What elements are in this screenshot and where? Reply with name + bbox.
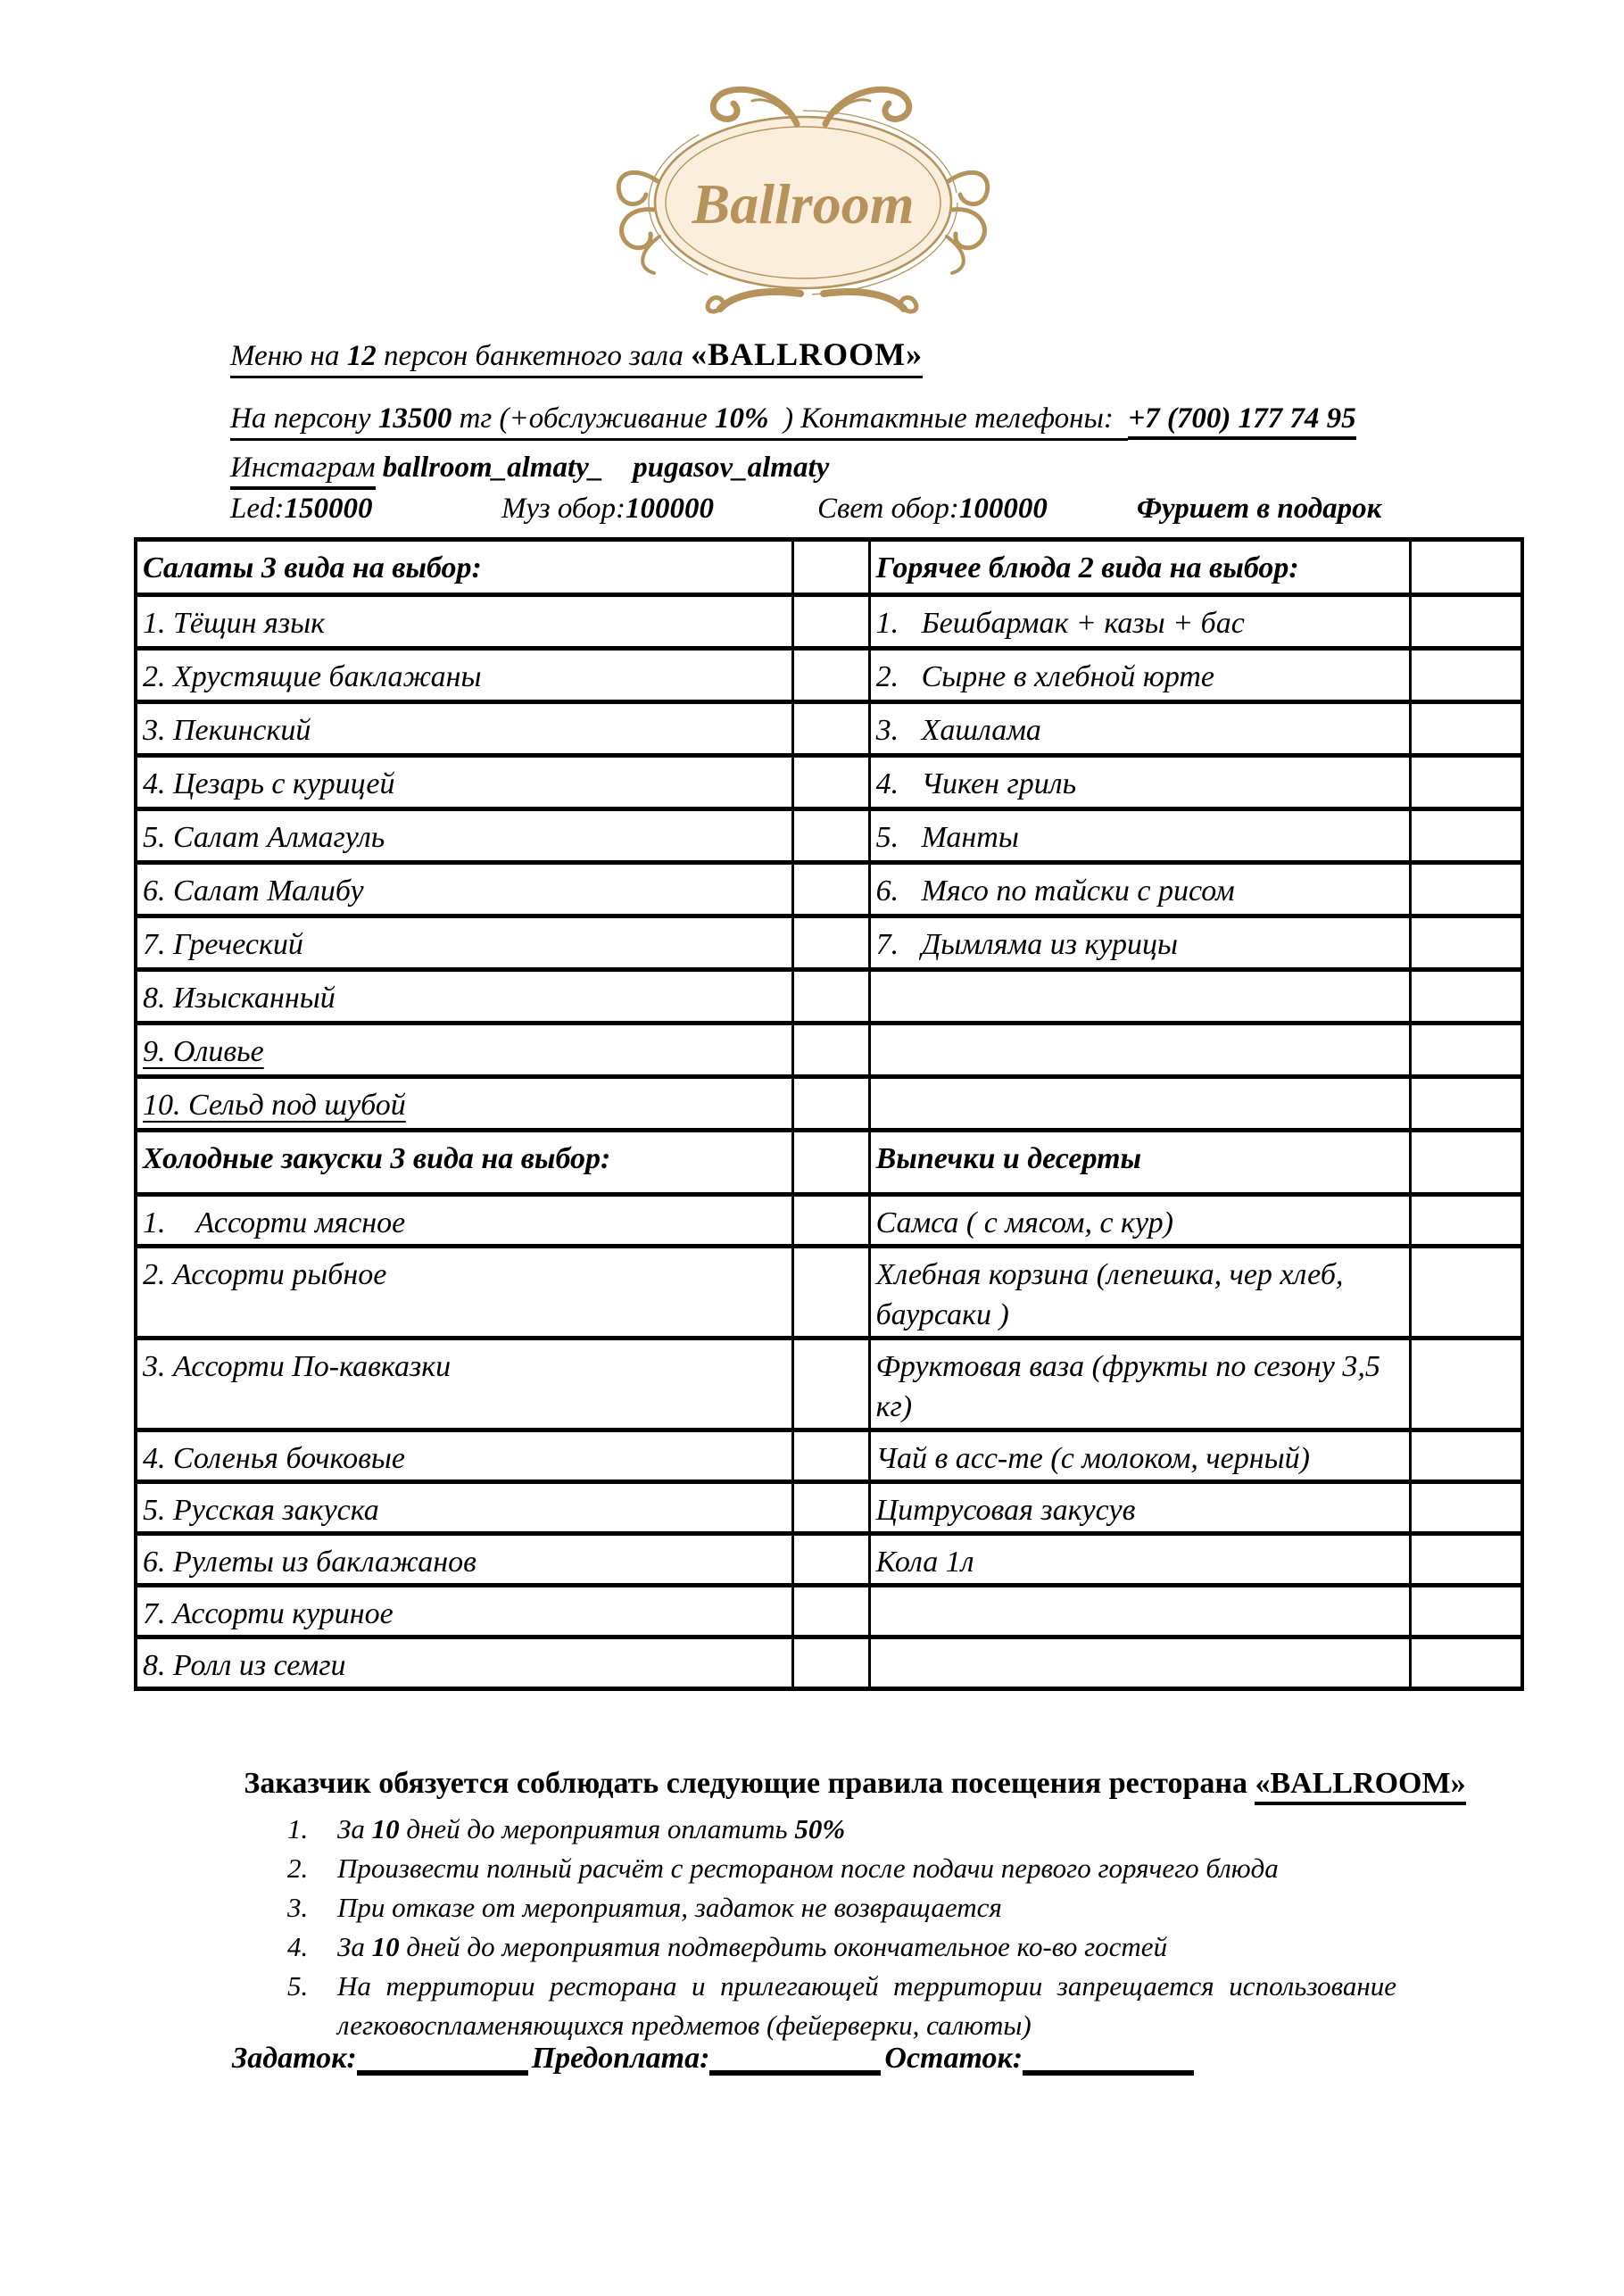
menu-item-left-cell [136,1077,793,1131]
section1-header-row [136,540,1522,595]
rule-text-run: За [337,1931,372,1962]
menu-item-text: 9. Оливье [143,1035,264,1068]
menu-table-row [136,756,1522,809]
equipment-line [230,493,1417,530]
menu-item-right-cell [869,970,1410,1024]
menu-item-left-cell: 4. Цезарь с курицей [136,756,793,809]
music-equipment-price: Муз обор:100000 [501,493,715,525]
rules-title [230,1767,1479,1801]
choice-cell [793,1131,869,1195]
choice-cell [1410,1481,1522,1533]
service-percent: 10% [715,402,769,435]
menu-table-row [136,1024,1522,1077]
menu-item-left-cell: 1. Тёщин язык [136,595,793,649]
rule-text-run: дней до мероприятия подтвердить окончательное ко-во гостей [399,1931,1168,1962]
choice-cell [793,649,869,702]
signature-line [232,2035,1197,2076]
rule-text-run: Произвести полный расчёт с рестораном после подачи первого горячего блюда [337,1853,1279,1884]
rule-number: 4. [287,1931,309,1962]
choice-cell [1410,1077,1522,1131]
choice-cell [1410,863,1522,916]
menu-item-right-cell: 6. Мясо по тайски с рисом [869,863,1410,916]
bakery-desserts-section-header: Выпечки и десерты [869,1131,1410,1195]
menu-table-row [136,863,1522,916]
choice-cell [793,809,869,863]
choice-cell [1410,1247,1522,1339]
rule-text [337,1888,1396,1927]
rule-item [287,1967,1396,2045]
signature-blank-line [709,2035,881,2076]
menu-item-right-cell: 5. Манты [869,809,1410,863]
menu-item-left-cell: 2. Ассорти рыбное [136,1247,793,1339]
menu-item-left-cell: 7. Греческий [136,916,793,970]
price-contacts-line [230,402,1356,437]
choice-cell [793,1195,869,1247]
choice-cell [793,1247,869,1339]
menu-item-right-cell: Кола 1л [869,1533,1410,1585]
logo-wordmark: Ballroom [692,172,915,236]
ballroom-logo [611,77,1013,328]
menu-table-row [136,1195,1522,1247]
menu-item-left-cell: 6. Салат Малибу [136,863,793,916]
menu-title-persons: 12 [346,340,377,372]
hot-dishes-section-header: Горячее блюда 2 вида на выбор: [869,540,1410,595]
instagram-line [230,451,829,486]
menu-item-right-cell: 4. Чикен гриль [869,756,1410,809]
choice-cell [1410,970,1522,1024]
choice-cell [793,1481,869,1533]
menu-table-row [136,1481,1522,1533]
menu-item-right-cell: Хлебная корзина (лепешка, чер хлеб, баурсаки ) [869,1247,1410,1339]
choice-cell [793,1430,869,1481]
menu-item-left-cell: 5. Русская закуска [136,1481,793,1533]
menu-item-right-cell: Цитрусовая закусув [869,1481,1410,1533]
rule-text-run: За [337,1813,372,1844]
rule-number: 3. [287,1892,309,1923]
menu-title-pre: Меню на [230,340,347,372]
rule-text-run: 10 [371,1931,400,1962]
choice-cell [1410,1195,1522,1247]
choice-cell [1410,1338,1522,1430]
menu-item-text: 10. Сельд под шубой [143,1089,406,1122]
menu-item-right-cell [869,1585,1410,1637]
menu-table-row [136,1585,1522,1637]
choice-cell [793,916,869,970]
rule-text [337,1849,1396,1888]
light-equipment-price: Свет обор:100000 [817,493,1048,525]
menu-item-right-cell [869,1637,1410,1688]
price-value: 13500 [377,402,452,435]
choice-cell [793,1338,869,1430]
rule-text-run: 10 [371,1813,400,1844]
choice-cell [793,970,869,1024]
menu-table [134,537,1524,1691]
rule-text [337,1927,1396,1967]
rule-text-run: На территории ресторана и прилегающей территории запрещается использование легковоспламеняющихся предметов (фейерверки, салюты) [337,1970,1396,2041]
rule-number: 5. [287,1970,309,2002]
menu-item-right-cell [869,1024,1410,1077]
menu-item-left-cell: 3. Пекинский [136,702,793,756]
menu-item-right-cell: 7. Дымляма из курицы [869,916,1410,970]
rules-title-pre: Заказчик обязуется соблюдать следующие правила посещения ресторана [244,1767,1255,1800]
choice-cell [1410,1430,1522,1481]
rule-number: 2. [287,1853,309,1884]
menu-item-right-cell: Фруктовая ваза (фрукты по сезону 3,5 кг) [869,1338,1410,1430]
led-price: Led:150000 [230,493,373,525]
price-mid2: ) Контактные телефоны: [768,402,1129,435]
menu-table-row [136,649,1522,702]
menu-item-right-cell: 1. Бешбармак + казы + бас [869,595,1410,649]
menu-table-row [136,595,1522,649]
rule-item [287,1810,1396,1849]
instagram-label: Инстаграм [230,452,376,490]
instagram-handle-1: ballroom_almaty_ [382,452,604,484]
choice-cell [793,1585,869,1637]
menu-item-left-cell: 5. Салат Алмагуль [136,809,793,863]
rule-item [287,1927,1396,1967]
menu-title-brand: «BALLROOM» [691,336,924,372]
menu-title-mid: персон банкетного зала [376,340,692,372]
choice-cell [793,1637,869,1688]
menu-item-left-cell: 7. Ассорти куриное [136,1585,793,1637]
cold-appetizers-desserts-rows [136,1195,1522,1689]
menu-item-left-cell: 2. Хрустящие баклажаны [136,649,793,702]
instagram-handle-2: pugasov_almaty [633,452,830,484]
menu-item-left-cell: 8. Ролл из семги [136,1637,793,1688]
rule-text-run: дней до мероприятия оплатить [399,1813,795,1844]
menu-item-left-cell: 6. Рулеты из баклажанов [136,1533,793,1585]
signature-blank-line [1023,2035,1194,2076]
rule-text-run: 50% [794,1813,846,1844]
choice-cell [793,1077,869,1131]
rule-text-run: При отказе от мероприятия, задаток не возвращается [337,1892,1002,1923]
menu-table-row [136,809,1522,863]
salads-section-header: Салаты 3 вида на выбор: [136,540,793,595]
price-pre: На персону [230,402,378,435]
rule-text [337,1967,1396,2045]
menu-item-left-cell: 8. Изысканный [136,970,793,1024]
choice-cell [793,1533,869,1585]
choice-cell [1410,649,1522,702]
menu-table-row [136,1077,1522,1131]
choice-cell [1410,1533,1522,1585]
choice-cell [793,702,869,756]
rule-item [287,1849,1396,1888]
salads-hot-dishes-rows [136,595,1522,1131]
menu-table-row [136,1338,1522,1430]
menu-table-row [136,1533,1522,1585]
choice-cell [1410,1024,1522,1077]
choice-cell [1410,702,1522,756]
choice-cell [793,595,869,649]
choice-cell [1410,916,1522,970]
menu-item-left-cell: 4. Соленья бочковые [136,1430,793,1481]
menu-title-line [230,336,923,375]
signature-field-label: Предоплата: [531,2042,710,2075]
rule-text [337,1810,1396,1849]
signature-field-label: Задаток: [232,2042,357,2075]
choice-cell [793,1024,869,1077]
choice-cell [1410,756,1522,809]
cold-appetizers-section-header: Холодные закуски 3 вида на выбор: [136,1131,793,1195]
menu-table-row [136,702,1522,756]
menu-item-right-cell: 3. Хашлама [869,702,1410,756]
menu-item-left-cell [136,1024,793,1077]
menu-item-right-cell: Самса ( с мясом, с кур) [869,1195,1410,1247]
menu-item-right-cell: Чай в асс-те (с молоком, черный) [869,1430,1410,1481]
menu-item-left-cell: 3. Ассорти По-кавказки [136,1338,793,1430]
menu-table-row [136,1637,1522,1688]
choice-cell [793,540,869,595]
rule-number: 1. [287,1813,309,1844]
choice-cell [1410,1585,1522,1637]
signature-blank-line [357,2035,528,2076]
choice-cell [793,863,869,916]
menu-table-row [136,1430,1522,1481]
menu-item-left-cell: 1. Ассорти мясное [136,1195,793,1247]
ballroom-logo-emblem-icon [611,77,1013,328]
menu-item-right-cell: 2. Сырне в хлебной юрте [869,649,1410,702]
section2-header-row [136,1131,1522,1195]
price-mid1: тг (+обслуживание [452,402,716,435]
fourchette-gift-note: Фуршет в подарок [1137,493,1382,525]
choice-cell [793,756,869,809]
rules-title-brand: «BALLROOM» [1255,1767,1465,1805]
menu-item-right-cell [869,1077,1410,1131]
rule-item [287,1888,1396,1927]
choice-cell [1410,1637,1522,1688]
signature-field-label: Остаток: [884,2042,1023,2075]
menu-table-row [136,916,1522,970]
contact-phone: +7 (700) 177 74 95 [1128,402,1355,440]
choice-cell [1410,595,1522,649]
choice-cell [1410,540,1522,595]
rules-list [287,1810,1396,2045]
choice-cell [1410,1131,1522,1195]
menu-table-row [136,970,1522,1024]
menu-table-row [136,1247,1522,1339]
choice-cell [1410,809,1522,863]
